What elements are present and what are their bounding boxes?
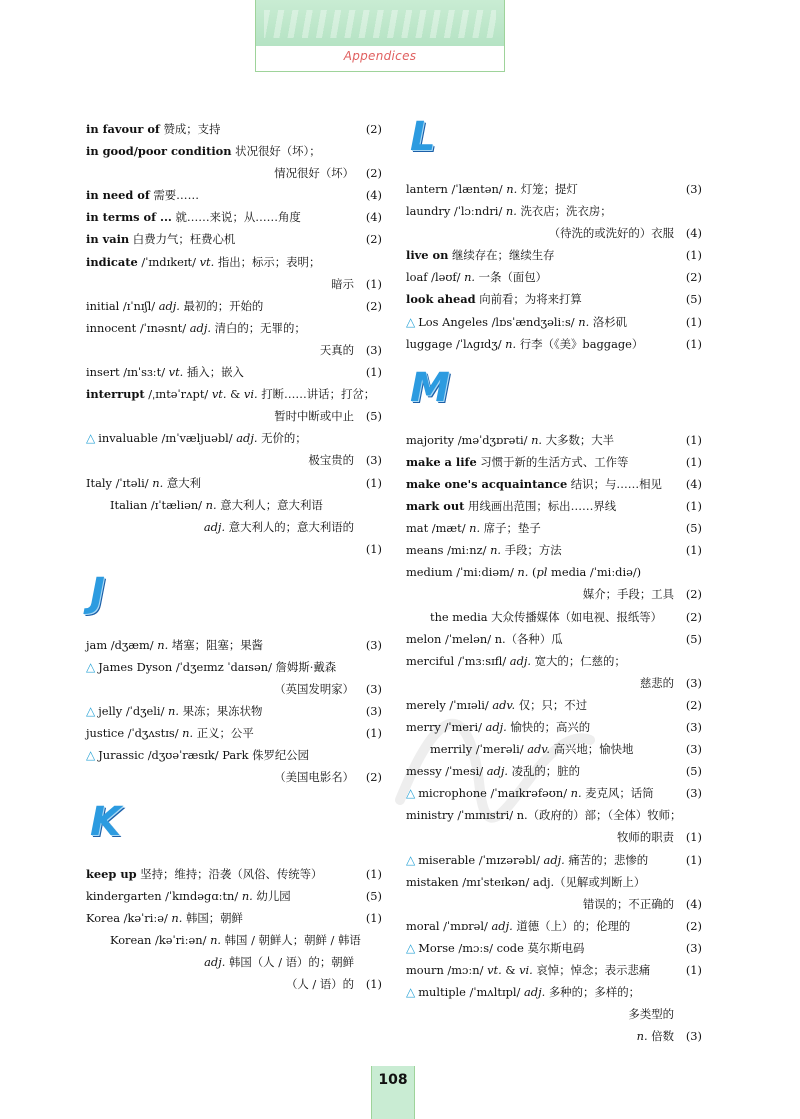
glossary-entry [86, 184, 382, 206]
unit-number: (2) [685, 587, 702, 602]
entry-text: interrupt /ˌɪntəˈrʌpt/ vt. & vi. 打断……讲话；打岔； [86, 387, 376, 402]
entry-text: initial /ɪˈnɪʃl/ adj. 最初的；开始的 [86, 298, 264, 313]
section-letter [86, 569, 382, 634]
entry-text: justice /ˈdʒʌstɪs/ n. 正义；公平 [86, 726, 254, 741]
entry-text: messy /ˈmesi/ adj. 凌乱的；脏的 [406, 764, 580, 779]
glossary-entry [406, 288, 702, 310]
entry-text: make a life 习惯于新的生活方式、工作等 [406, 454, 629, 469]
unit-number: (4) [685, 476, 702, 491]
entry-text: ministry /ˈmɪnɪstri/ n.（政府的）部；（全体）牧师； [406, 808, 682, 823]
entry-text: （美国电影名） [274, 770, 354, 785]
entry-continuation [86, 951, 382, 973]
header-decoration [256, 0, 504, 46]
glossary-entry [406, 937, 702, 959]
entry-text: 媒介；手段；工具 [582, 587, 674, 602]
glossary-entry [406, 849, 702, 871]
unit-number: (1) [685, 963, 702, 977]
triangle-icon: △ [406, 940, 416, 955]
entry-text: the media 大众传播媒体（如电视、报纸等） [430, 609, 663, 624]
entry-text: adj. 意大利人的；意大利语的 [203, 519, 354, 534]
entry-text: merciful /ˈmɜːsɪfl/ adj. 宽大的；仁慈的； [406, 653, 626, 668]
unit-number: (5) [685, 764, 702, 779]
entry-continuation [406, 826, 702, 848]
triangle-icon: △ [406, 985, 416, 1000]
unit-number: (1) [365, 866, 382, 881]
entry-text: indicate /ˈɪndɪkeɪt/ vt. 指出；标示；表明； [86, 254, 321, 269]
unit-number: (1) [365, 541, 382, 556]
glossary-entry [86, 383, 382, 405]
entry-text: △ Jurassic /dʒʊəˈræsɪk/ Park 侏罗纪公园 [86, 748, 310, 763]
unit-number: (3) [365, 342, 382, 357]
triangle-icon: △ [86, 431, 96, 446]
entry-text: △ James Dyson /ˈdʒeɪmz ˈdaɪsən/ 詹姆斯·戴森 [86, 659, 337, 674]
triangle-icon: △ [406, 786, 416, 801]
entry-text: make one's acquaintance 结识；与……相见 [406, 476, 662, 491]
unit-number: (3) [365, 704, 382, 719]
unit-number: (5) [685, 631, 702, 646]
triangle-icon: △ [406, 314, 416, 329]
glossary-entry [406, 694, 702, 716]
entry-text: Italian /ɪˈtæliən/ n. 意大利人；意大利语 [110, 497, 323, 512]
entry-text: in need of 需要…… [86, 188, 199, 203]
unit-number: (1) [365, 475, 382, 490]
glossary-entry [406, 606, 702, 628]
page-number: 108 [378, 1072, 408, 1088]
unit-number: (2) [365, 166, 382, 181]
glossary-entry [406, 200, 702, 222]
glossary-entry [86, 361, 382, 383]
entry-text: lantern /ˈlæntən/ n. 灯笼；提灯 [406, 182, 578, 196]
entry-text: in terms of ... 就……来说；从……角度 [86, 210, 301, 225]
unit-number: (3) [685, 786, 702, 801]
glossary-entry [86, 863, 382, 885]
entry-text: in favour of 赞成；支持 [86, 122, 221, 136]
entry-text: △ microphone /ˈmaɪkrəfəʊn/ n. 麦克风；话筒 [406, 786, 654, 801]
entry-text: 情况很好（坏） [274, 166, 354, 181]
section-gap [406, 355, 702, 369]
unit-number: (2) [365, 770, 382, 785]
unit-number: (1) [365, 910, 382, 925]
glossary-entry [406, 716, 702, 738]
entry-text: keep up 坚持；维持；沿袭（风俗、传统等） [86, 866, 323, 881]
entry-text: in good/poor condition 状况很好（坏）； [86, 144, 321, 159]
entry-text: innocent /ˈɪnəsnt/ adj. 清白的；无罪的； [86, 320, 306, 335]
section-letter-text: M [410, 364, 450, 411]
entry-continuation [406, 583, 702, 605]
unit-number: (2) [685, 270, 702, 285]
glossary-entry [86, 295, 382, 317]
unit-number: (3) [685, 742, 702, 757]
unit-number: (4) [685, 226, 702, 241]
glossary-entry [406, 244, 702, 266]
entry-continuation [86, 516, 382, 538]
unit-number: (4) [365, 188, 382, 203]
glossary-entry [86, 634, 382, 656]
entry-text: △ Morse /mɔːs/ code 莫尔斯电码 [406, 940, 585, 955]
glossary-entry [86, 656, 382, 678]
entry-text: n. 倍数 [636, 1029, 674, 1044]
unit-number: (1) [685, 248, 702, 263]
unit-number: (5) [685, 292, 702, 307]
entry-text: majority /məˈdʒɒrəti/ n. 大多数；大半 [406, 432, 615, 447]
entry-text: live on 继续存在；继续生存 [406, 248, 555, 263]
glossary-entry [406, 178, 702, 200]
section-letter-text: K [90, 798, 121, 845]
triangle-icon: △ [86, 659, 96, 674]
entry-text: mistaken /mɪˈsteɪkən/ adj.（见解或判断上） [406, 874, 646, 889]
section-letter-text: J [90, 569, 105, 616]
entry-text: 暗示 [331, 276, 354, 291]
entry-text: medium /ˈmiːdiəm/ n. (pl media /ˈmiːdiə/) [406, 565, 642, 580]
glossary-entry [406, 760, 702, 782]
header-label: Appendices [343, 49, 417, 63]
entry-text: （英国发明家） [274, 682, 354, 697]
unit-number: (1) [685, 852, 702, 867]
entry-text: 暂时中断或中止 [274, 409, 354, 424]
glossary-entry [406, 804, 702, 826]
section-gap [86, 789, 382, 803]
unit-number: (3) [365, 637, 382, 652]
unit-number: (1) [365, 977, 382, 991]
glossary-entry [86, 494, 382, 516]
glossary-entry [406, 333, 702, 355]
entry-continuation [86, 678, 382, 700]
glossary-entry [406, 981, 702, 1003]
entry-text: Italy /ˈɪtəli/ n. 意大利 [86, 475, 202, 490]
entry-continuation [86, 973, 382, 995]
entry-continuation [406, 893, 702, 915]
unit-number: (4) [685, 896, 702, 911]
glossary-entry [86, 472, 382, 494]
entry-continuation [86, 405, 382, 427]
section-letter [86, 798, 382, 863]
entry-text: Korea /kəˈriːə/ n. 韩国；朝鲜 [86, 910, 243, 925]
entry-text: △ invaluable /ɪnˈvæljuəbl/ adj. 无价的； [86, 431, 307, 446]
section-letter [406, 364, 702, 429]
unit-number: (2) [685, 918, 702, 933]
unit-number: (1) [365, 365, 382, 380]
glossary-entry [86, 722, 382, 744]
entry-text: 天真的 [319, 342, 354, 357]
triangle-icon: △ [86, 704, 96, 719]
unit-number: (3) [365, 682, 382, 697]
unit-number: (2) [365, 232, 382, 247]
entry-text: 多类型的 [628, 1007, 674, 1022]
unit-number: (1) [685, 830, 702, 845]
unit-number: (1) [685, 432, 702, 447]
entry-text: melon /ˈmelən/ n.（各种）瓜 [406, 631, 563, 646]
glossary-entry [406, 561, 702, 583]
glossary-entry [86, 206, 382, 228]
entry-text: mat /mæt/ n. 席子；垫子 [406, 521, 541, 536]
unit-number: (1) [685, 543, 702, 558]
entry-text: look ahead 向前看；为将来打算 [406, 292, 582, 307]
unit-number: (1) [365, 276, 382, 291]
unit-number: (2) [685, 609, 702, 624]
glossary-entry [406, 782, 702, 804]
entry-text: 错误的；不正确的 [582, 896, 674, 911]
entry-text: means /miːnz/ n. 手段；方法 [406, 543, 562, 558]
entry-continuation [86, 162, 382, 184]
glossary-entry [86, 118, 382, 140]
unit-number: (5) [365, 888, 382, 903]
glossary-entry [406, 311, 702, 333]
entry-text: loaf /ləʊf/ n. 一条（面包） [406, 270, 548, 285]
left-column [86, 118, 382, 995]
entry-continuation [406, 222, 702, 244]
entry-continuation [86, 273, 382, 295]
entry-text: merry /ˈmeri/ adj. 愉快的；高兴的 [406, 719, 591, 734]
unit-number: (2) [365, 298, 382, 313]
entry-continuation [86, 449, 382, 471]
unit-number: (3) [365, 453, 382, 468]
unit-number: (3) [685, 182, 702, 196]
unit-number: (3) [685, 675, 702, 690]
entry-continuation [406, 672, 702, 694]
triangle-icon: △ [86, 748, 96, 763]
glossary-entry [406, 517, 702, 539]
unit-number: (5) [685, 521, 702, 536]
entry-text: △ multiple /ˈmʌltɪpl/ adj. 多种的；多样的； [406, 985, 640, 1000]
entry-text: laundry /ˈlɔːndri/ n. 洗衣店；洗衣房； [406, 204, 612, 219]
triangle-icon: △ [406, 852, 416, 867]
entry-text: jam /dʒæm/ n. 堵塞；阻塞；果酱 [86, 637, 263, 652]
unit-number: (3) [685, 1029, 702, 1044]
glossary-entry [86, 228, 382, 250]
unit-number: (3) [685, 940, 702, 955]
entry-text: △ miserable /ˈmɪzərəbl/ adj. 痛苦的；悲惨的 [406, 852, 649, 867]
glossary-entry [86, 744, 382, 766]
unit-number: (4) [365, 210, 382, 225]
entry-text: merely /ˈmɪəli/ adv. 仅；只；不过 [406, 697, 588, 712]
glossary-entry [86, 427, 382, 449]
entry-continuation [406, 1025, 702, 1047]
glossary-entry [406, 650, 702, 672]
entry-continuation [86, 538, 382, 560]
unit-number: (1) [685, 314, 702, 329]
entry-text: △ jelly /ˈdʒeli/ n. 果冻；果冻状物 [86, 704, 263, 719]
entry-text: △ Los Angeles /lɒsˈændʒəliːs/ n. 洛杉矶 [406, 314, 628, 329]
glossary-entry [406, 738, 702, 760]
unit-number: (2) [685, 697, 702, 712]
section-gap [86, 560, 382, 574]
entry-text: luggage /ˈlʌɡɪdʒ/ n. 行李（《美》baggage） [406, 336, 644, 351]
unit-number: (3) [685, 719, 702, 734]
unit-number: (1) [685, 499, 702, 514]
unit-number: (5) [365, 409, 382, 424]
glossary-entry [406, 495, 702, 517]
entry-text: moral /ˈmɒrəl/ adj. 道德（上）的；伦理的 [406, 918, 631, 933]
glossary-entry [86, 700, 382, 722]
entry-text: 极宝贵的 [308, 453, 354, 468]
entry-continuation [86, 766, 382, 788]
glossary-entry [406, 266, 702, 288]
glossary-entry [406, 959, 702, 981]
right-column [406, 114, 702, 1047]
entry-text: （待洗的或洗好的）衣服 [548, 226, 674, 241]
glossary-entry [406, 915, 702, 937]
entry-text: merrily /ˈmerəli/ adv. 高兴地；愉快地 [430, 742, 634, 757]
section-letter [406, 114, 702, 178]
unit-number: (1) [365, 726, 382, 741]
unit-number: (2) [365, 122, 382, 136]
glossary-entry [86, 907, 382, 929]
glossary-entry [406, 539, 702, 561]
glossary-entry [86, 317, 382, 339]
glossary-entry [86, 140, 382, 162]
unit-number: (1) [685, 454, 702, 469]
glossary-entry [406, 451, 702, 473]
unit-number: (1) [685, 336, 702, 351]
glossary-entry [406, 871, 702, 893]
entry-continuation [86, 339, 382, 361]
header-banner [255, 0, 505, 72]
glossary-entry [86, 929, 382, 951]
section-letter-text: L [410, 114, 436, 160]
entry-text: in vain 白费力气；枉费心机 [86, 232, 236, 247]
page-number-box [371, 1066, 415, 1119]
entry-continuation [406, 1003, 702, 1025]
glossary-entry [86, 251, 382, 273]
glossary-entry [406, 473, 702, 495]
glossary-entry [406, 429, 702, 451]
entry-text: kindergarten /ˈkɪndəɡɑːtn/ n. 幼儿园 [86, 888, 291, 903]
entry-text: adj. 韩国（人 / 语）的；朝鲜 [204, 954, 354, 969]
entry-text: 慈悲的 [639, 675, 674, 690]
entry-text: 牧师的职责 [617, 830, 674, 845]
glossary-entry [406, 628, 702, 650]
entry-text: mourn /mɔːn/ vt. & vi. 哀悼；悼念；表示悲痛 [406, 963, 651, 977]
entry-text: Korean /kəˈriːən/ n. 韩国 / 朝鲜人；朝鲜 / 韩语 [110, 932, 361, 947]
entry-text: insert /ɪnˈsɜːt/ vt. 插入；嵌入 [86, 365, 244, 380]
entry-text: mark out 用线画出范围；标出……界线 [406, 499, 617, 514]
glossary-entry [86, 885, 382, 907]
entry-text: （人 / 语）的 [285, 977, 354, 991]
